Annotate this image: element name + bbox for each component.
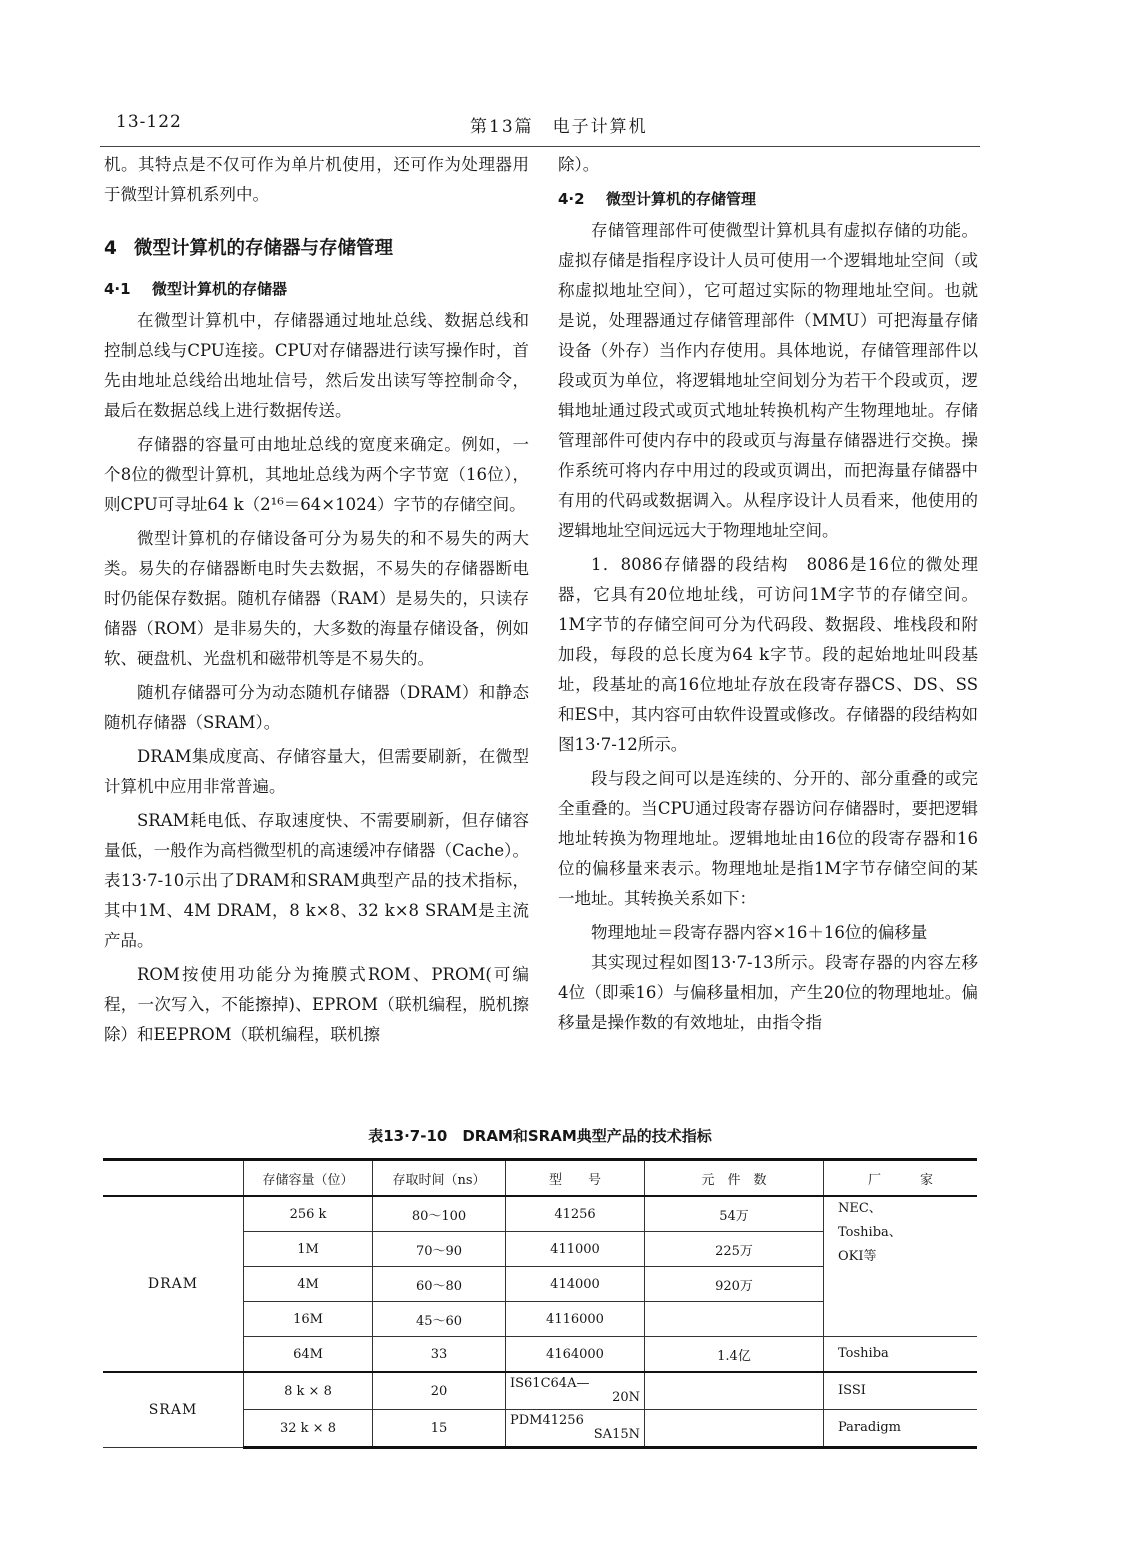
cell-model [506, 1410, 645, 1448]
page-number: 13-122 [116, 112, 182, 132]
cell-count: 54万 [645, 1196, 824, 1232]
running-title: 第13篇 电子计算机 [470, 117, 648, 137]
cell-capacity: 32 k × 8 [244, 1410, 373, 1448]
paragraph-continued: 机。其特点是不仅可作为单片机使用，还可作为处理器用于微型计算机系列中。 [104, 155, 529, 204]
right-column [558, 150, 978, 1038]
cell-time: 70～90 [373, 1232, 506, 1267]
header-rule [100, 146, 980, 147]
table-header: 型 号 [506, 1160, 645, 1197]
formula: 物理地址＝段寄存器内容×16＋16位的偏移量 [591, 923, 928, 942]
cell-count: 1.4亿 [645, 1337, 824, 1373]
spec-table [103, 1158, 977, 1449]
cell-model: 41256 [506, 1196, 645, 1232]
table-header: 存取时间（ns） [373, 1160, 506, 1197]
paragraph: 其实现过程如图13·7-13所示。段寄存器的内容左移4位（即乘16）与偏移量相加，产生20位的物理地址。偏移量是操作数的有效地址，由指令指 [558, 953, 978, 1032]
cell-count: 225万 [645, 1232, 824, 1267]
cell-time: 60～80 [373, 1267, 506, 1302]
cell-time: 20 [373, 1372, 506, 1410]
subsection-title: 微型计算机的存储器 [152, 280, 288, 298]
paragraph: SRAM耗电低、存取速度快、不需要刷新，但存储容量低，一般作为高档微型机的高速缓冲存储器（Cache）。表13·7-10示出了DRAM和SRAM典型产品的技术指标，其中1M、4M DRAM，8 k×8、32 k×8 SRAM是主流产品。 [104, 811, 529, 950]
cell-model [506, 1372, 645, 1410]
page-header [100, 112, 980, 138]
model-line: IS61C64A— [510, 1376, 590, 1391]
cell-capacity: 64M [244, 1337, 373, 1373]
paragraph: 随机存储器可分为动态随机存储器（DRAM）和静态随机存储器（SRAM）。 [104, 683, 529, 732]
cell-count [645, 1372, 824, 1410]
maker-line: OKI等 [838, 1249, 877, 1264]
subsection-heading-4-1 [104, 274, 529, 304]
cell-model: 411000 [506, 1232, 645, 1267]
model-line: PDM41256 [510, 1413, 584, 1428]
cell-maker: Paradigm [824, 1410, 978, 1448]
paragraph: 段与段之间可以是连续的、分开的、部分重叠的或完全重叠的。当CPU通过段寄存器访问存储器时，要把逻辑地址转换为物理地址。逻辑地址由16位的段寄存器和16位的偏移量来表示。物理地址是指1M字节存储空间的某一地址。其转换关系如下： [558, 769, 978, 908]
cell-model: 4164000 [506, 1337, 645, 1373]
paragraph-continued: 除）。 [558, 155, 600, 174]
subsection-number: 4·2 [558, 190, 585, 208]
paragraph: 在微型计算机中，存储器通过地址总线、数据总线和控制总线与CPU连接。CPU对存储器进行读写操作时，首先由地址总线给出地址信号，然后发出读写等控制命令，最后在数据总线上进行数据传送。 [104, 311, 529, 420]
cell-maker: Toshiba [824, 1337, 978, 1373]
left-column [104, 150, 529, 1050]
section-number: 4 [104, 238, 117, 259]
subsection-number: 4·1 [104, 280, 131, 298]
cell-count: 920万 [645, 1267, 824, 1302]
model-line: SA15N [593, 1427, 640, 1442]
section-title: 微型计算机的存储器与存储管理 [134, 238, 394, 259]
table-header [103, 1160, 244, 1197]
cell-time: 45～60 [373, 1302, 506, 1337]
table-row [103, 1196, 977, 1232]
cell-time: 80～100 [373, 1196, 506, 1232]
cell-model: 4116000 [506, 1302, 645, 1337]
maker-line: NEC、 [838, 1201, 882, 1216]
cell-time: 33 [373, 1337, 506, 1373]
table-title: 表13·7-10 DRAM和SRAM典型产品的技术指标 [368, 1127, 712, 1145]
subsection-heading-4-2 [558, 184, 978, 214]
cell-capacity: 8 k × 8 [244, 1372, 373, 1410]
table-header: 元 件 数 [645, 1160, 824, 1197]
cell-count [645, 1302, 824, 1337]
cell-model: 414000 [506, 1267, 645, 1302]
cell-maker: ISSI [824, 1372, 978, 1410]
maker-line: Toshiba、 [838, 1225, 902, 1240]
table-header-row [103, 1160, 977, 1197]
cell-capacity: 4M [244, 1267, 373, 1302]
cell-capacity: 16M [244, 1302, 373, 1337]
cell-time: 15 [373, 1410, 506, 1448]
paragraph: DRAM集成度高、存储容量大，但需要刷新，在微型计算机中应用非常普遍。 [104, 747, 529, 796]
cell-maker-group [824, 1196, 978, 1337]
cell-capacity: 256 k [244, 1196, 373, 1232]
section-heading-4 [104, 234, 529, 264]
cell-capacity: 1M [244, 1232, 373, 1267]
subsection-title: 微型计算机的存储管理 [606, 190, 757, 208]
paragraph: 微型计算机的存储设备可分为易失的和不易失的两大类。易失的存储器断电时失去数据，不易失的存储器断电时仍能保存数据。随机存储器（RAM）是易失的，只读存储器（ROM）是非易失的，大多数的海量存储设备，例如软、硬盘机、光盘机和磁带机等是不易失的。 [104, 529, 529, 668]
group-label-sram: SRAM [103, 1372, 244, 1448]
model-line: 20N [612, 1390, 640, 1405]
table-row [103, 1372, 977, 1410]
group-label-dram: DRAM [103, 1196, 244, 1372]
paragraph: ROM按使用功能分为掩膜式ROM、PROM(可编程，一次写入，不能擦掉)、EPROM（联机编程，脱机擦除）和EEPROM（联机编程，联机擦 [104, 965, 529, 1044]
table-header: 厂 家 [824, 1160, 978, 1197]
paragraph: 1．8086存储器的段结构 8086是16位的微处理器，它具有20位地址线，可访问1M字节的存储空间。1M字节的存储空间可分为代码段、数据段、堆栈段和附加段，每段的总长度为64 k字节。段的起始地址叫段基址，段基址的高16位地址存放在段寄存器CS、DS、SS和ES中，其内容可由软件设置或修改。存储器的段结构如图13·7-12所示。 [558, 555, 978, 754]
paragraph: 存储器的容量可由地址总线的宽度来确定。例如，一个8位的微型计算机，其地址总线为两个字节宽（16位），则CPU可寻址64 k（2¹⁶＝64×1024）字节的存储空间。 [104, 435, 529, 514]
table-header: 存储容量（位） [244, 1160, 373, 1197]
cell-count [645, 1410, 824, 1448]
paragraph: 存储管理部件可使微型计算机具有虚拟存储的功能。虚拟存储是指程序设计人员可使用一个逻辑地址空间（或称虚拟地址空间），它可超过实际的物理地址空间。也就是说，处理器通过存储管理部件（MMU）可把海量存储设备（外存）当作内存使用。具体地说，存储管理部件以段或页为单位，将逻辑地址空间划分为若干个段或页，逻辑地址通过段式或页式地址转换机构产生物理地址。存储管理部件可使内存中的段或页与海量存储器进行交换。操作系统可将内存中用过的段或页调出，而把海量存储器中有用的代码或数据调入。从程序设计人员看来，他使用的逻辑地址空间远远大于物理地址空间。 [558, 221, 978, 540]
